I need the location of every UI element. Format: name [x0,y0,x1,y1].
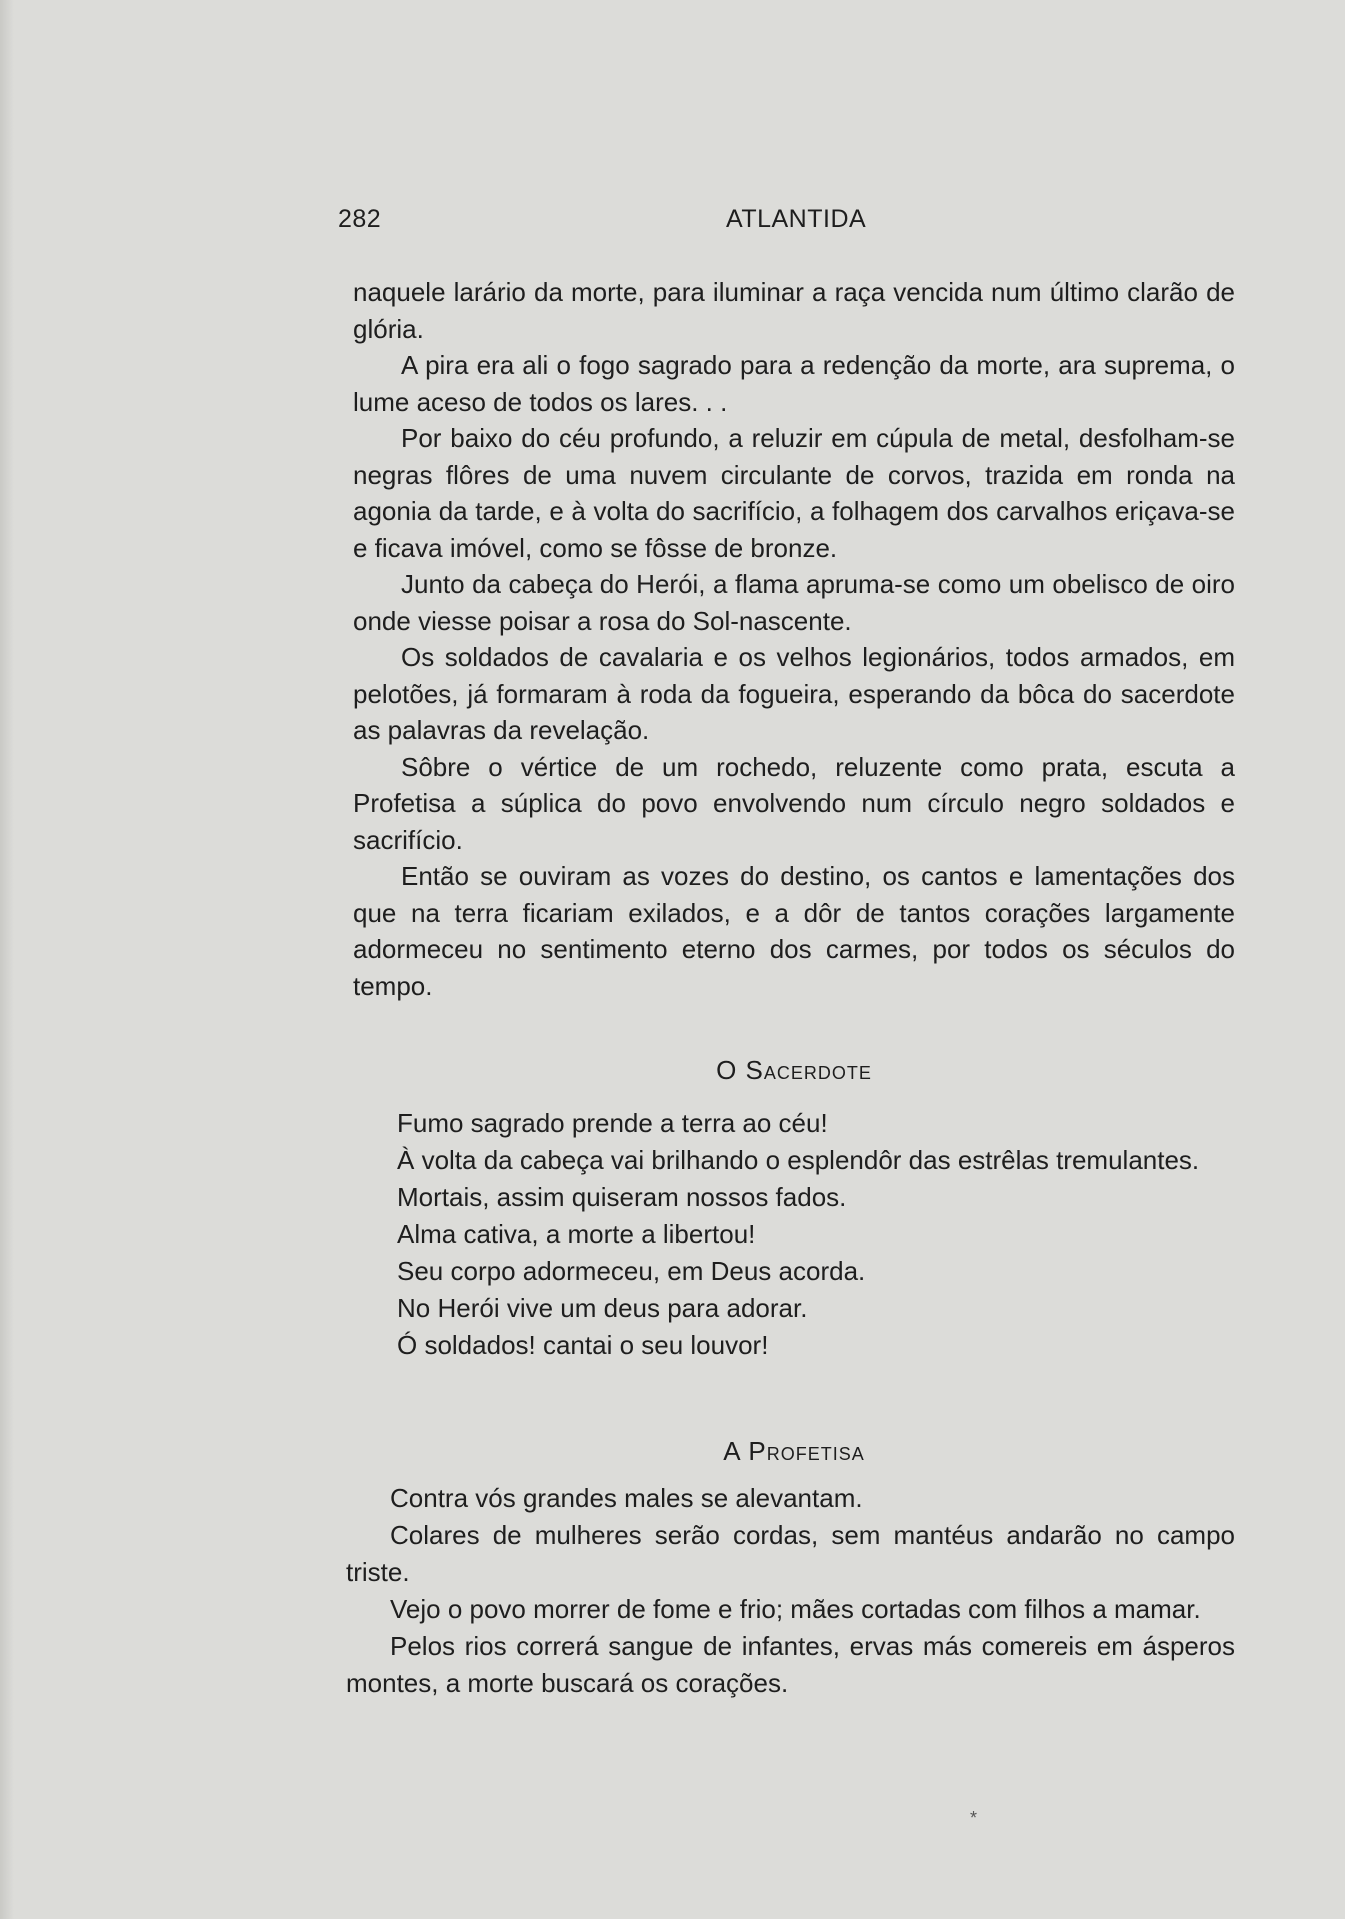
page-number: 282 [338,205,382,233]
ornament-mark: * [970,1808,978,1828]
paragraph: Junto da cabeça do Herói, a flama apruma-se como um obelisco de oiro onde viesse poisar a rosa do Sol-nascente. [353,569,1235,636]
paragraph: A pira era ali o fogo sagrado para a redenção da morte, ara suprema, o lume aceso de todos os lares. . . [353,350,1235,417]
verse-line: Pelos rios correrá sangue de infantes, ervas más comereis em ásperos montes, a morte buscará os corações. [346,1631,1235,1698]
paragraph: Os soldados de cavalaria e os velhos legionários, todos armados, em pelotões, já formaram à roda da fogueira, esperando da bôca do sacerdote as palavras da revelação. [353,642,1235,745]
profetisa-verses [346,1480,1235,1702]
verse-line: À volta da cabeça vai brilhando o esplendôr das estrêlas tremulantes. [397,1145,1200,1175]
verse-line: No Herói vive um deus para adorar. [397,1293,808,1323]
verse-line: Colares de mulheres serão cordas, sem mantéus andarão no campo triste. [346,1520,1235,1587]
running-title: ATLANTIDA [726,205,867,233]
sacerdote-section [353,1052,1235,1089]
page-header [338,205,892,245]
verse-line: Alma cativa, a morte a libertou! [397,1219,756,1249]
paragraph: Por baixo do céu profundo, a reluzir em cúpula de metal, desfolham-se negras flôres de uma nuvem circulante de corvos, trazida em ronda na agonia da tarde, e à volta do sacrifício, a folhagem dos carvalhos eriçava-se e ficava imóvel, como se fôsse de bronze. [353,423,1235,563]
paragraph: naquele larário da morte, para iluminar a raça vencida num último clarão de glória. [353,277,1235,344]
paragraph: Então se ouviram as vozes do destino, os cantos e lamentações dos que na terra ficariam exilados, e a dôr de tantos corações largamente adormeceu no sentimento eterno dos carmes, por todos os séculos do tempo. [353,861,1235,1001]
section-heading-sacerdote: O Sacerdote [716,1055,872,1085]
verse-line: Seu corpo adormeceu, em Deus acorda. [397,1256,866,1286]
section-heading-profetisa: A Profetisa [723,1436,865,1466]
verse-line: Fumo sagrado prende a terra ao céu! [397,1108,828,1138]
prose-block [353,274,1235,1004]
verse-line: Ó soldados! cantai o seu louvor! [397,1330,769,1360]
profetisa-section [353,1433,1235,1470]
verse-line: Mortais, assim quiseram nossos fados. [397,1182,847,1212]
verse-line: Contra vós grandes males se alevantam. [390,1483,863,1513]
paragraph: Sôbre o vértice de um rochedo, reluzente como prata, escuta a Profetisa a súplica do povo envolvendo num círculo negro soldados e sacrifício. [353,751,1235,855]
sacerdote-verses [353,1105,1235,1364]
page-edge-shadow [0,0,14,1919]
verse-line: Vejo o povo morrer de fome e frio; mães cortadas com filhos a mamar. [390,1594,1201,1624]
